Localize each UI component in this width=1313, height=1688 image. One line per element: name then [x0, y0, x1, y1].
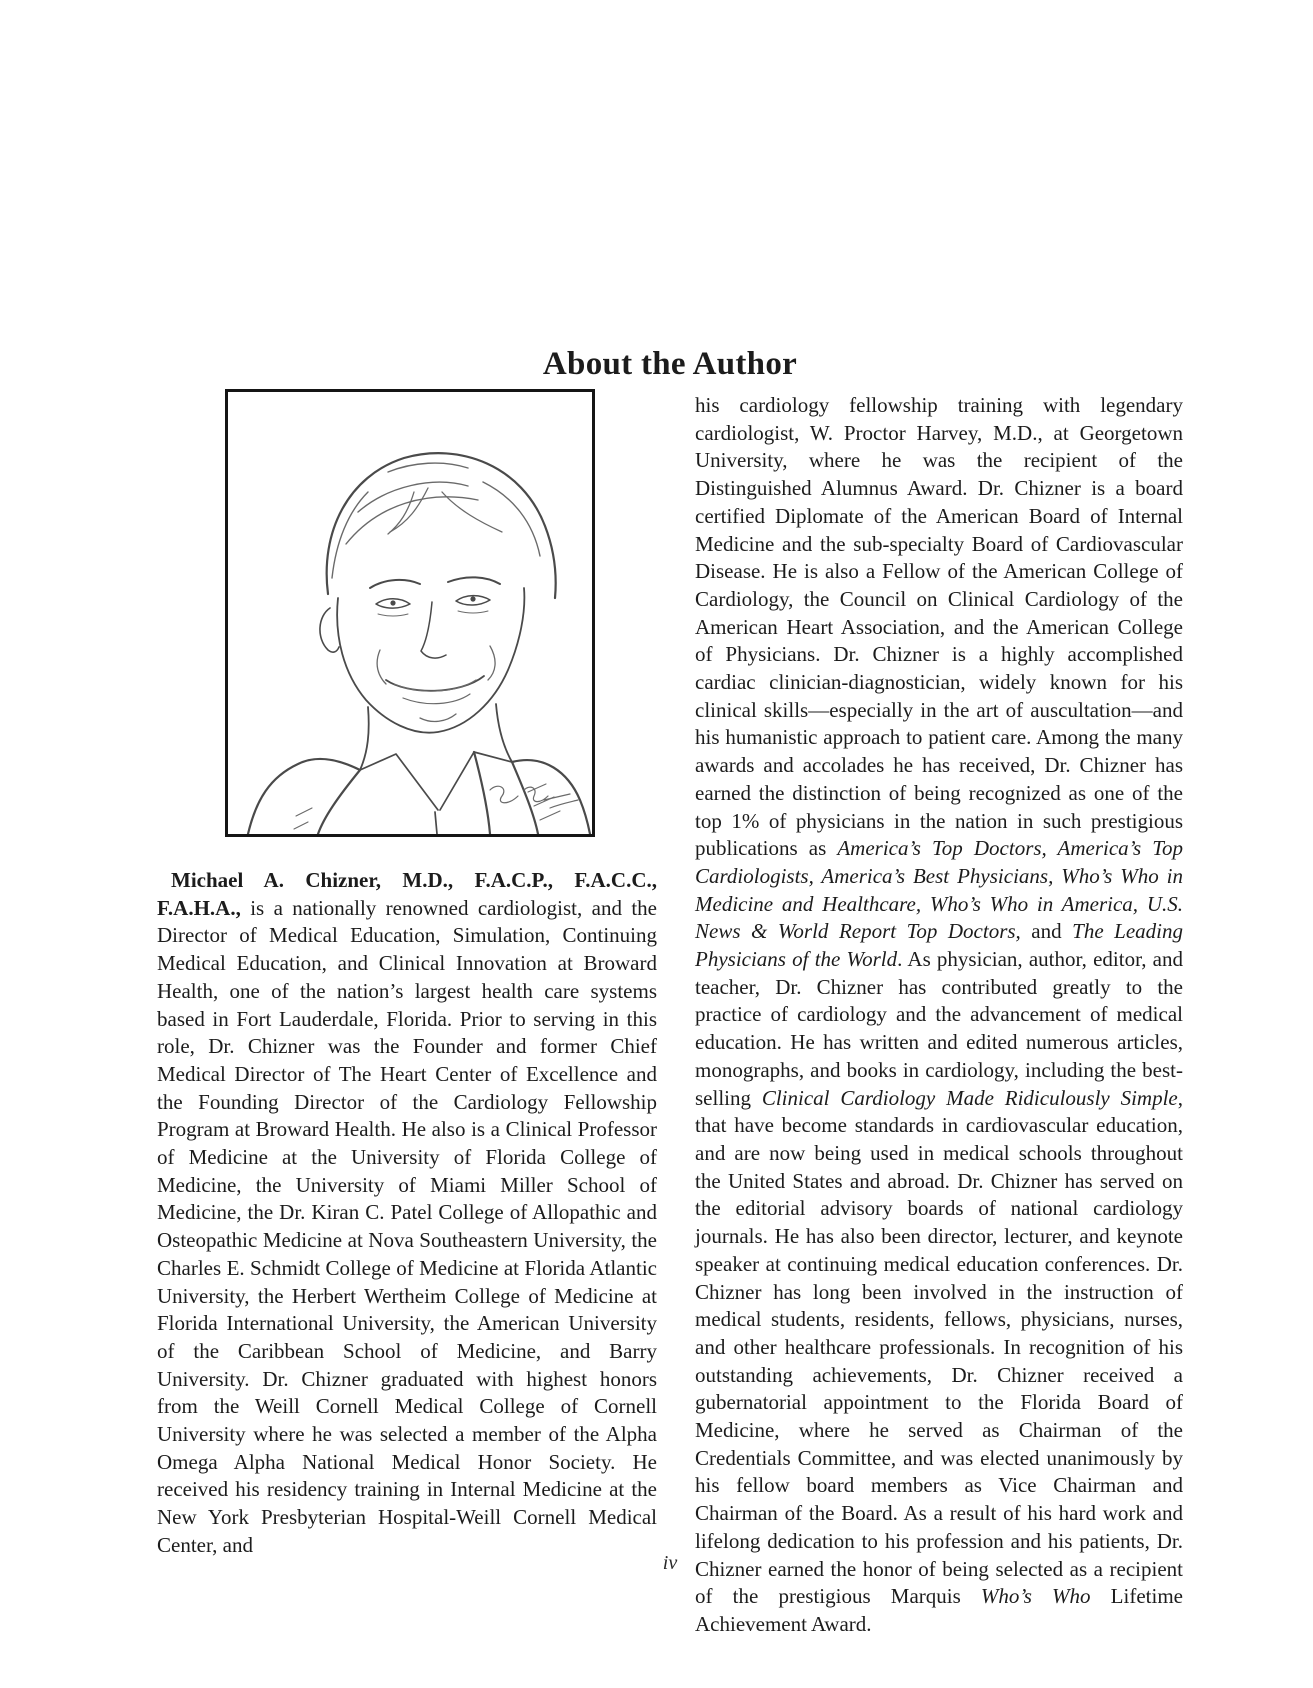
book-title-clinical-cardiology: Clinical Cardiology Made Ridiculously Simple: [761, 1085, 1178, 1110]
author-portrait-frame: [225, 389, 595, 837]
page-title: About the Author: [542, 346, 798, 383]
bio-text-right-2: and: [1020, 919, 1073, 944]
artist-signature: [490, 786, 578, 808]
publication-titles: America’s Top Doctors, America’s Top Cardiologists, America’s Best Physicians, Who’s Who in Medicine and Healthcare, Who’s Who in America, U.S. News & World Report Top Doctors,: [695, 836, 1183, 944]
bio-text-right-6: , that have become standards in cardiovascular education, and are now being used in medical schools throughout the United States and abroad. Dr. Chizner has served on the editorial advisory boards of national cardiology journals. He has also been director, lecturer, and keynote speaker at continuing medical education conferences. Dr. Chizner has long been involved in the instruction of medical students, residents, fellows, physicians, nurses, and other healthcare professionals. In recognition of his outstanding achievements, Dr. Chizner received a gubernatorial appointment to the Florida Board of Medicine, where he served as Chairman of the Credentials Committee, and was elected unanimously by his fellow board members as Vice Chairman and Chairman of the Board. As a result of his hard work and lifelong dedication to his profession and his patients, Dr. Chizner earned the honor of being selected as a recipient of the prestigious Marquis: [695, 1085, 1183, 1609]
bio-text-right-0: his cardiology fellowship training with legendary cardiologist, W. Proctor Harvey, M.D., at Georgetown University, where he was the recipient of the Distinguished Alumnus Award. Dr. Chizner is a board certified Diplomate of the American Board of Internal Medicine and the sub-specialty Board of Cardiovascular Disease. He is also a Fellow of the American College of Cardiology, the Council on Clinical Cardiology of the American Heart Association, and the American College of Physicians. Dr. Chizner is a highly accomplished cardiac clinician-diagnostician, widely known for his clinical skills—especially in the art of auscultation—and his humanistic approach to patient care. Among the many awards and accolades he has received, Dr. Chizner has earned the distinction of being recognized as one of the top 1% of physicians in the nation in such prestigious publications as: [695, 393, 1183, 861]
author-portrait-sketch: [228, 392, 592, 834]
author-name: Michael A. Chizner, M.D., F.A.C.P., F.A.C.C., F.A.H.A.,: [157, 868, 657, 920]
left-column: [157, 389, 657, 1560]
bio-text-left: is a nationally renowned cardiologist, and the Director of Medical Education, Simulation, Continuing Medical Education, and Clinical Innovation at Broward Health, one of the nation’s largest health care systems based in Fort Lauderdale, Florida. Prior to serving in this role, Dr. Chizner was the Founder and former Chief Medical Director of The Heart Center of Excellence and the Founding Director of the Cardiology Fellowship Program at Broward Health. He also is a Clinical Professor of Medicine at the University of Florida College of Medicine, the University of Miami Miller School of Medicine, the Dr. Kiran C. Patel College of Allopathic and Osteopathic Medicine at Nova Southeastern University, the Charles E. Schmidt College of Medicine at Florida Atlantic University, the Herbert Wertheim College of Medicine at Florida International University, the American University of the Caribbean School of Medicine, and Barry University. Dr. Chizner graduated with highest honors from the Weill Cornell Medical College of Cornell University where he was selected a member of the Alpha Omega Alpha National Medical Honor Society. He received his residency training in Internal Medicine at the New York Presbyterian Hospital-Weill Cornell Medical Center, and: [157, 895, 657, 1557]
bio-paragraph-left: [157, 867, 657, 1560]
right-column: [695, 392, 1183, 1639]
bio-paragraph-right: [695, 392, 1183, 1639]
publication-title-leading-physicians: The Leading Physicians of the World: [695, 919, 1183, 972]
bio-text-right-8: Lifetime Achievement Award.: [695, 1584, 1183, 1636]
bio-text-right-4: . As physician, author, editor, and teacher, Dr. Chizner has contributed greatly to the practice of cardiology and the advancement of medical education. He has written and edited numerous articles, monographs, and books in cardiology, including the best-selling: [695, 947, 1184, 1110]
whos-who-title: Who’s Who: [980, 1584, 1091, 1609]
page-number: iv: [662, 1552, 678, 1574]
